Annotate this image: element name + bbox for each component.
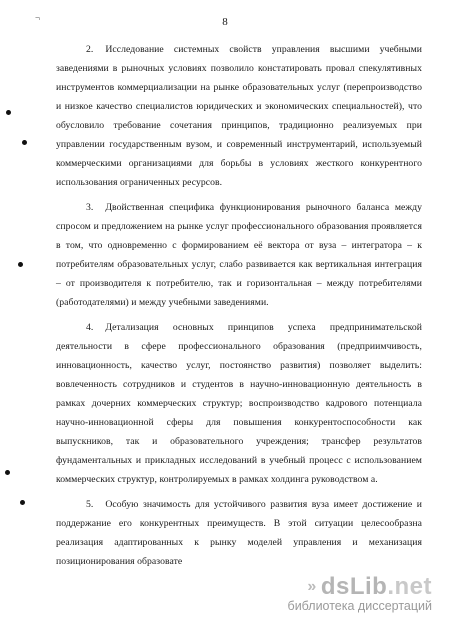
dslib-watermark[interactable] xyxy=(252,573,432,613)
watermark-logo-tld: .net xyxy=(387,573,432,600)
paragraph-text: Детализация основных принципов успеха предпринимательской деятельности в сфере профессионального образования (предприимчивость, инновационность, качество услуг, постоянство развития) позволяет выделить: вовлеченность сотрудников и студентов в научно-инновационную деятельность в рамках дочерних коммерческих структур; воспроизводство кадрового потенциала научно-инновационной сферы для повышения конкурентоспособности как выпускников, так и образовательного учреждения; трансфер результатов фундаментальных и прикладных исследований в учебный процесс с использованием коммерческих структур, контролируемых в рамках холдинга руководством а. xyxy=(56,322,422,485)
paragraph-5 xyxy=(56,495,422,571)
paragraph-text: Особую значимость для устойчивого развития вуза имеет достижение и поддержание его конкурентных преимуществ. В этой ситуации целесообразна реализация адаптированных к рынку моделей управления и механизация позиционирования образовате xyxy=(56,499,422,567)
paragraph-3 xyxy=(56,198,422,312)
document-body xyxy=(56,40,422,577)
corner-mark: ¬ xyxy=(35,13,41,23)
binding-hole-dot xyxy=(6,110,11,115)
paragraph-4 xyxy=(56,318,422,489)
double-chevron-icon: » xyxy=(307,578,317,595)
watermark-logo-main: dsLib xyxy=(320,573,388,600)
paragraph-text: Исследование системных свойств управления высшими учебными заведениями в рыночных условиях позволило констатировать провал спекулятивных инструментов коммерциализации на рынке образовательных услуг (перепроизводство и низкое качество специалистов юридических и экономических специальностей), что обусловило требование сочетания принципов, традиционно реализуемых при управлении государственным вузом, и современный инструментарий, используемый коммерческими организациями для борьбы в условиях жесткого конкурентного использования ограниченных ресурсов. xyxy=(56,44,422,188)
binding-hole-dot xyxy=(18,262,23,267)
paragraph-2 xyxy=(56,40,422,192)
watermark-logo xyxy=(252,573,432,601)
watermark-subtitle: библиотека диссертаций xyxy=(287,599,432,613)
binding-hole-dot xyxy=(20,500,25,505)
binding-hole-dot xyxy=(5,470,10,475)
paragraph-number: 2. xyxy=(86,44,94,55)
paragraph-number: 5. xyxy=(86,499,94,510)
binding-hole-dot xyxy=(22,140,27,145)
page-number: 8 xyxy=(222,16,228,28)
paragraph-text: Двойственная специфика функционирования рыночного баланса между спросом и предложением на рынке услуг профессионального образования проявляется в том, что одновременно с формированием её вектора от вуза – интегратора – к потребителям образовательных услуг, слабо развивается как вертикальная интеграция – от производителя к потребителю, так и горизонтальная – между потребителями (работодателями) и между учебными заведениями. xyxy=(56,202,422,308)
paragraph-number: 3. xyxy=(86,202,94,213)
paragraph-number: 4. xyxy=(86,322,94,333)
